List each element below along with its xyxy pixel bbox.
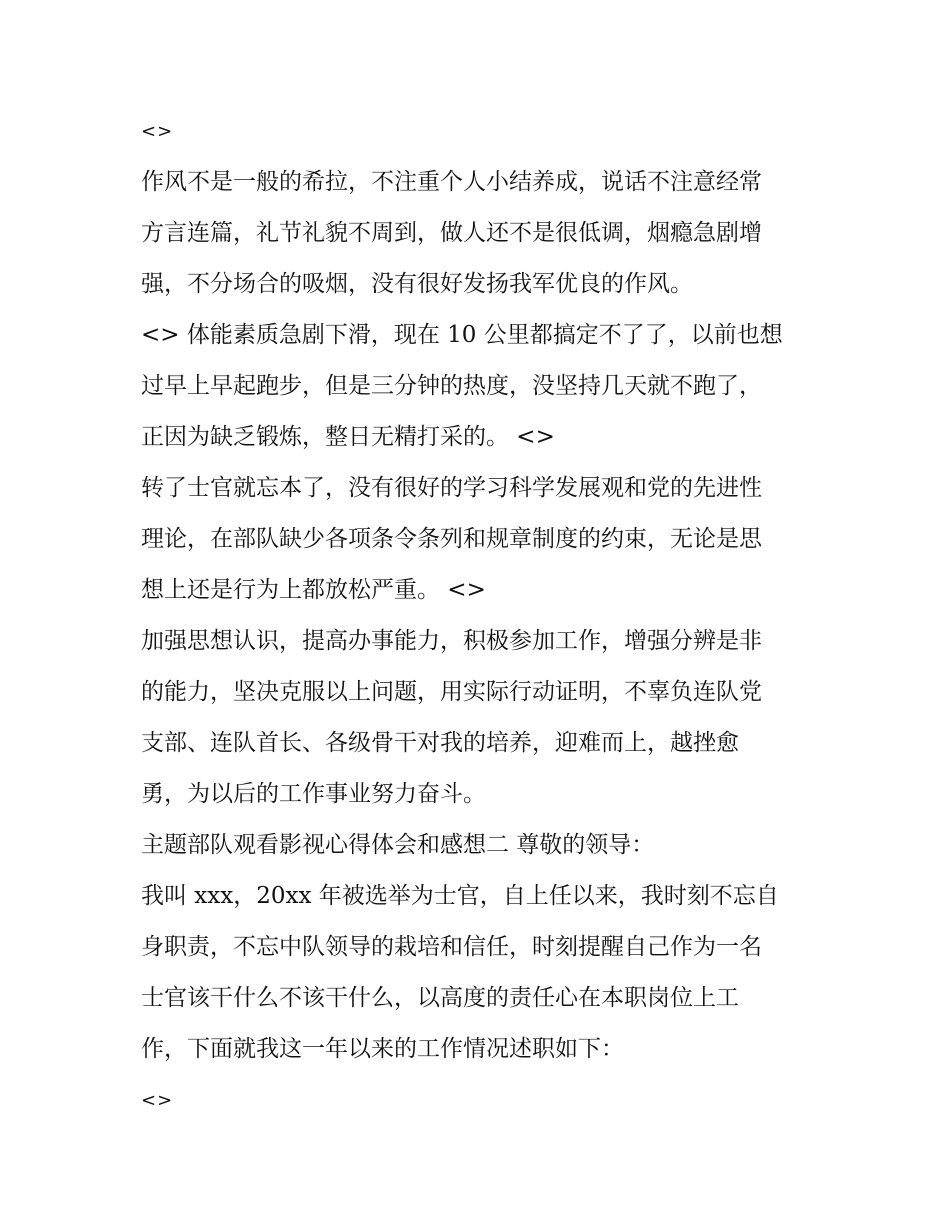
- text-line: 正因为缺乏锻炼，整日无精打采的。 <>: [141, 424, 555, 450]
- text-line: 我叫 xxx，20xx 年被选举为士官，自上任以来，我时刻不忘自: [141, 883, 779, 909]
- text-line: 理论，在部队缺少各项条令条列和规章制度的约束，无论是思: [141, 526, 762, 552]
- section-heading: [141, 820, 821, 871]
- text-line: <>: [141, 1090, 174, 1111]
- paragraph-marker-1: [141, 106, 821, 157]
- text-line: 强，不分场合的吸烟，没有很好发扬我军优良的作风。: [141, 271, 693, 297]
- text-line: <> 体能素质急剧下滑，现在 10 公里都搞定不了了，以前也想: [141, 322, 783, 348]
- paragraph-style: [141, 157, 821, 310]
- paragraph-marker-2: [141, 1075, 821, 1126]
- text-line: <>: [141, 121, 174, 142]
- paragraph-improvement: [141, 616, 821, 820]
- text-line: 士官该干什么不该干什么，以高度的责任心在本职岗位上工: [141, 985, 739, 1011]
- paragraph-fitness: [141, 310, 821, 463]
- text-line: 过早上早起跑步，但是三分钟的热度，没坚持几天就不跑了，: [141, 373, 762, 399]
- text-line: 加强思想认识，提高办事能力，积极参加工作，增强分辨是非: [141, 628, 762, 654]
- text-line: 勇，为以后的工作事业努力奋斗。: [141, 781, 486, 807]
- text-line: 主题部队观看影视心得体会和感想二 尊敬的领导：: [141, 832, 655, 858]
- text-line: 的能力，坚决克服以上问题，用实际行动证明，不辜负连队党: [141, 679, 762, 705]
- text-line: 转了士官就忘本了，没有很好的学习科学发展观和党的先进性: [141, 475, 762, 501]
- text-line: 方言连篇，礼节礼貌不周到，做人还不是很低调，烟瘾急剧增: [141, 220, 762, 246]
- paragraph-report: [141, 871, 821, 1075]
- text-line: 想上还是行为上都放松严重。 <>: [141, 577, 486, 603]
- paragraph-theory: [141, 463, 821, 616]
- text-line: 作风不是一般的希拉，不注重个人小结养成，说话不注意经常: [141, 169, 762, 195]
- document-page: [141, 106, 821, 1126]
- text-line: 作，下面就我这一年以来的工作情况述职如下：: [141, 1036, 624, 1062]
- text-line: 身职责，不忘中队领导的栽培和信任，时刻提醒自己作为一名: [141, 934, 762, 960]
- text-line: 支部、连队首长、各级骨干对我的培养，迎难而上，越挫愈: [141, 730, 739, 756]
